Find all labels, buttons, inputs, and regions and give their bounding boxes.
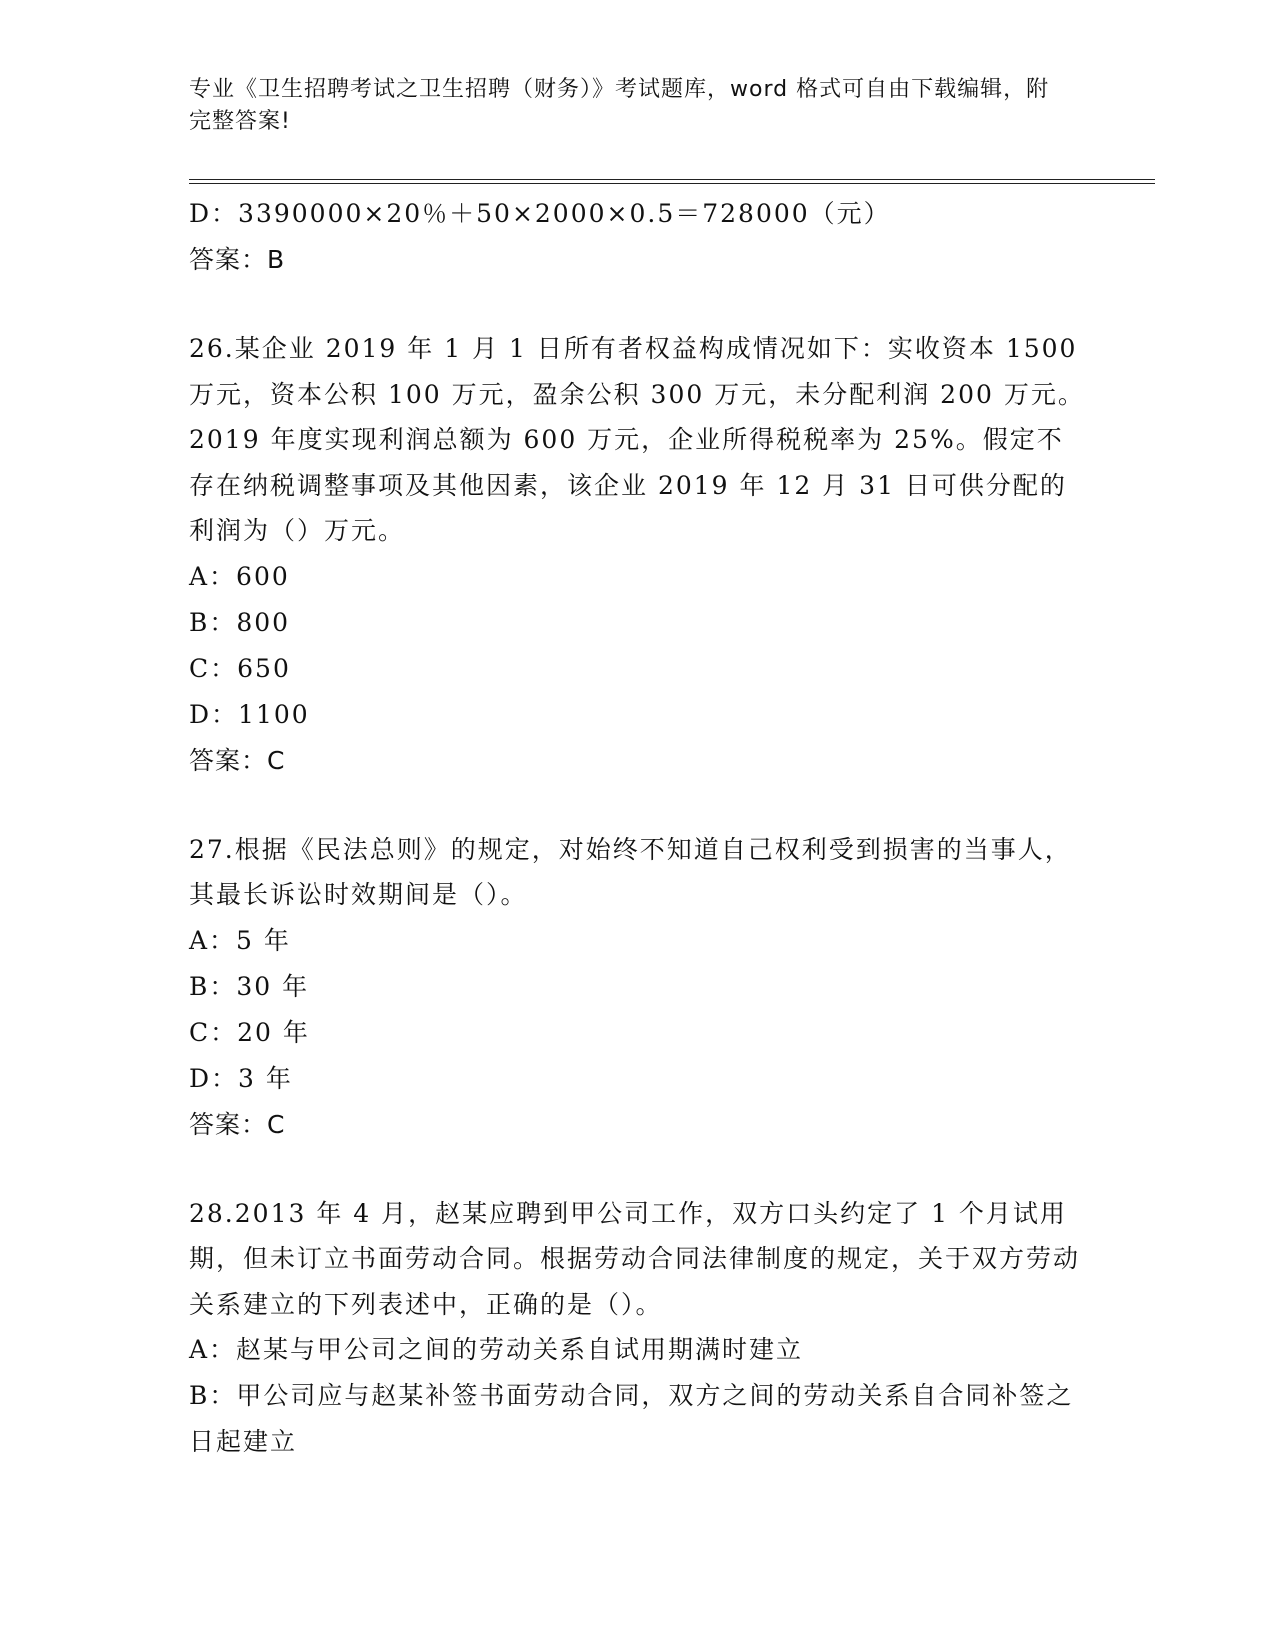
question-28-option-a: A：赵某与甲公司之间的劳动关系自试用期满时建立 bbox=[189, 1335, 804, 1364]
spacer bbox=[189, 784, 1089, 827]
exam-content bbox=[189, 191, 1089, 1464]
question-27-stem: 27.根据《民法总则》的规定，对始终不知道自己权利受到损害的当事人，其最长诉讼时效期间是（）。 bbox=[189, 834, 1072, 909]
header-rule-bottom bbox=[189, 183, 1155, 184]
prev-answer: 答案：B bbox=[189, 245, 286, 274]
question-27-option-d: D：3 年 bbox=[189, 1063, 293, 1093]
spacer bbox=[189, 283, 1089, 326]
prev-option-d: D：3390000×20％＋50×2000×0.5＝728000（元） bbox=[189, 199, 891, 228]
question-28-stem: 28.2013 年 4 月，赵某应聘到甲公司工作，双方口头约定了 1 个月试用期，但未订立书面劳动合同。根据劳动合同法律制度的规定，关于双方劳动关系建立的下列表述中，正确的是（）。 bbox=[189, 1198, 1081, 1319]
page-header: 专业《卫生招聘考试之卫生招聘（财务）》考试题库，word 格式可自由下载编辑，附完整答案! bbox=[189, 77, 1050, 134]
question-27-option-a: A：5 年 bbox=[189, 925, 291, 955]
question-26-answer: 答案：C bbox=[189, 745, 286, 775]
spacer bbox=[189, 1148, 1089, 1191]
question-26-option-c: C：650 bbox=[189, 653, 291, 683]
question-26-option-a: A：600 bbox=[189, 561, 290, 591]
question-26-option-b: B：800 bbox=[189, 607, 291, 637]
question-26-stem: 26.某企业 2019 年 1 月 1 日所有者权益构成情况如下：实收资本 1500 万元，资本公积 100 万元，盈余公积 300 万元，未分配利润 200 万元。2019 年度实现利润总额为 600 万元，企业所得税税率为 25%。假定不存在纳税调整事项及其他因素，该企业 2019 年 12 月 31 日可供分配的利润为（）万元。 bbox=[189, 334, 1085, 545]
question-27-option-c: C：20 年 bbox=[189, 1017, 310, 1047]
header-rule-top bbox=[189, 179, 1155, 180]
question-27-answer: 答案：C bbox=[189, 1109, 286, 1139]
question-26-option-d: D：1100 bbox=[189, 699, 310, 729]
question-27-option-b: B：30 年 bbox=[189, 971, 310, 1001]
question-28-option-b: B：甲公司应与赵某补签书面劳动合同，双方之间的劳动关系自合同补签之日起建立 bbox=[189, 1381, 1074, 1456]
